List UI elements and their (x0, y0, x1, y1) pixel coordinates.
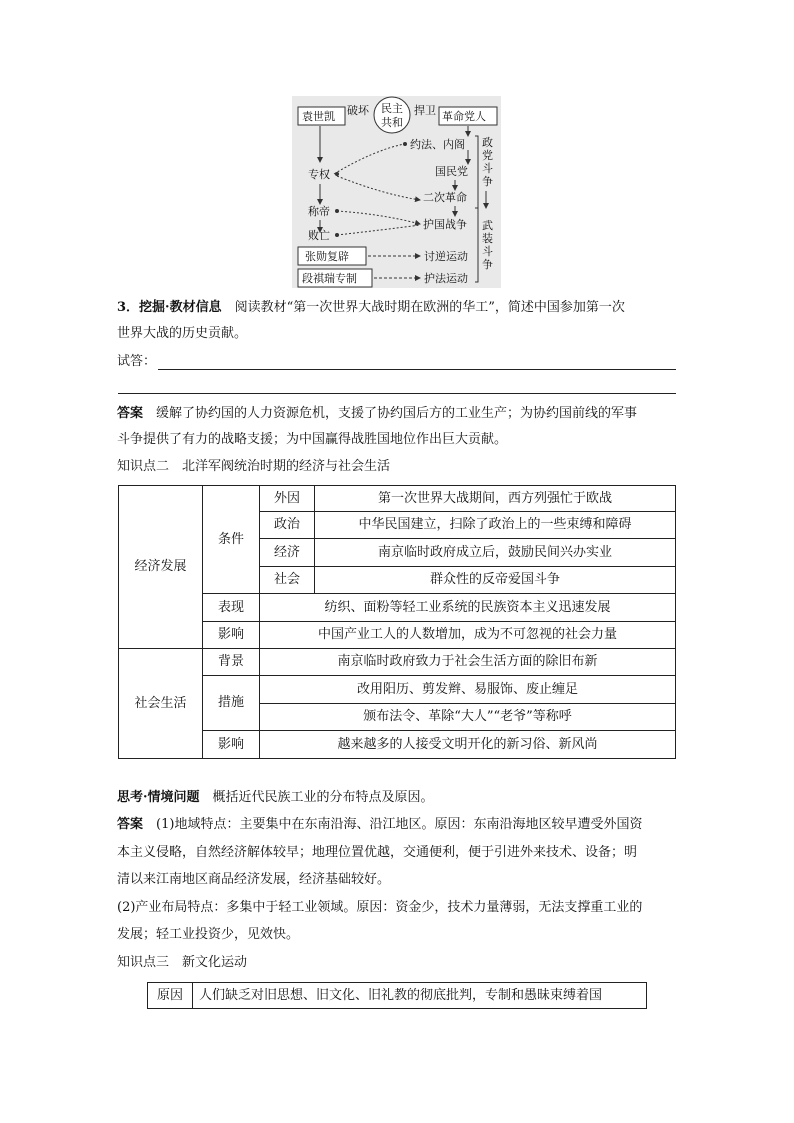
cell-label: 影响 (203, 622, 260, 649)
think-a1: (1)地域特点：主要集中在东南沿海、沿江地区。原因：东南沿海地区较早遭受外国资 (156, 817, 643, 832)
q3-try-label: 试答： (117, 354, 157, 369)
new-culture-table (147, 982, 647, 1009)
think-a4: (2)产业布局特点：多集中于轻工业领域。原因：资金少，技术力量薄弱，无法支撑重工业的 (117, 900, 643, 915)
think-answer-label: 答案 (117, 817, 144, 832)
q3-answer-2: 斗争提供了有力的战略支援；为中国赢得战胜国地位作出巨大贡献。 (117, 432, 508, 447)
node-zhangxun: 张勋复辟 (305, 250, 349, 263)
history-diagram (292, 96, 501, 288)
node-autocracy: 专权 (308, 168, 330, 181)
answer-blank-line-2[interactable] (118, 393, 676, 394)
think-a3: 清以来江南地区商品经济发展，经济基础较好。 (117, 872, 391, 887)
vertical-armed-3: 斗 (482, 245, 493, 258)
cell-label: 措施 (203, 676, 260, 731)
think-a2: 本主义侵略，自然经济解体较早；地理位置优越，交通便利，便于引进外来技术、设备；明 (117, 845, 638, 860)
cell-label: 原因 (148, 983, 193, 1009)
node-revolutionaries: 革命党人 (442, 110, 486, 123)
q3-text-2: 世界大战的历史贡献。 (117, 326, 248, 341)
node-kmt: 国民党 (435, 165, 468, 178)
think-line (117, 790, 434, 806)
node-yuan: 袁世凯 (302, 110, 335, 123)
cell-label: 影响 (203, 731, 260, 759)
think-answer-line-1 (117, 817, 642, 833)
node-democracy-2: 共和 (381, 116, 403, 129)
q3-answer-line-1 (117, 406, 637, 422)
think-a5: 发展；轻工业投资少，见效快。 (117, 927, 300, 942)
cell-text: 人们缺乏对旧思想、旧文化、旧礼教的彻底批判，专制和愚昧束缚着国 (193, 983, 647, 1009)
cell-text: 颁布法令、革除“大人”“老爷”等称呼 (260, 704, 676, 731)
q3-label: 3．挖掘·教材信息 (117, 300, 222, 315)
think-question: 概括近代民族工业的分布特点及原因。 (212, 790, 434, 805)
node-convention: 约法、内阁 (410, 138, 465, 151)
cell-text: 南京临时政府致力于社会生活方面的除旧布新 (260, 649, 676, 676)
vertical-party-2: 党 (482, 149, 493, 162)
vertical-armed-2: 装 (482, 232, 493, 245)
cell-label: 背景 (203, 649, 260, 676)
vertical-armed-4: 争 (482, 258, 493, 271)
kp3-title: 知识点三 新文化运动 (117, 955, 248, 970)
vertical-party-4: 争 (482, 175, 493, 188)
q3-text-1: 阅读教材“第一次世界大战时期在欧洲的华工”，简述中国参加第一次 (234, 300, 625, 315)
cell-label: 外因 (260, 486, 315, 512)
node-defeat: 败亡 (308, 229, 330, 242)
cell-text: 群众性的反帝爱国斗争 (315, 567, 676, 594)
cell-text: 南京临时政府成立后，鼓励民间兴办实业 (315, 539, 676, 567)
label-destroy: 破坏 (347, 104, 369, 117)
vertical-party-1: 政 (482, 136, 493, 149)
cell-label: 经济 (260, 539, 315, 567)
node-protect-country: 护国战争 (423, 218, 467, 231)
node-emperor: 称帝 (308, 205, 330, 218)
kp2-title: 知识点二 北洋军阀统治时期的经济与社会生活 (117, 459, 391, 474)
cell-text: 改用阳历、剪发辫、易服饰、废止缠足 (260, 676, 676, 704)
node-duan: 段祺瑞专制 (302, 272, 357, 285)
economy-society-table (118, 485, 676, 759)
node-second-revolution: 二次革命 (423, 191, 467, 204)
cell-text: 中华民国建立，扫除了政治上的一些束缚和障碍 (315, 512, 676, 539)
node-protect-law: 护法运动 (424, 272, 468, 285)
cell-text: 纺织、面粉等轻工业系统的民族资本主义迅速发展 (260, 594, 676, 622)
vertical-party-3: 斗 (482, 162, 493, 175)
vertical-armed-1: 武 (482, 219, 493, 232)
node-anti-rebel: 讨逆运动 (424, 250, 468, 263)
q3-answer-1: 缓解了协约国的人力资源危机，支援了协约国后方的工业生产；为协约国前线的军事 (156, 406, 638, 421)
cell-label: 政治 (260, 512, 315, 539)
node-democracy-1: 民主 (381, 102, 403, 115)
cell-text: 中国产业工人的人数增加，成为不可忽视的社会力量 (260, 622, 676, 649)
cell-label: 社会 (260, 567, 315, 594)
cell-conditions: 条件 (203, 486, 260, 594)
q3-line-1 (117, 300, 625, 316)
label-defend: 捍卫 (414, 104, 436, 117)
cell-economy: 经济发展 (119, 486, 203, 649)
q3-answer-label: 答案 (117, 406, 144, 421)
cell-social: 社会生活 (119, 649, 203, 759)
cell-text: 第一次世界大战期间，西方列强忙于欧战 (315, 486, 676, 512)
think-label: 思考·情境问题 (117, 790, 200, 805)
cell-text: 越来越多的人接受文明开化的新习俗、新风尚 (260, 731, 676, 759)
answer-blank-line-1[interactable] (158, 369, 676, 370)
diagram-svg (292, 96, 501, 288)
cell-label: 表现 (203, 594, 260, 622)
